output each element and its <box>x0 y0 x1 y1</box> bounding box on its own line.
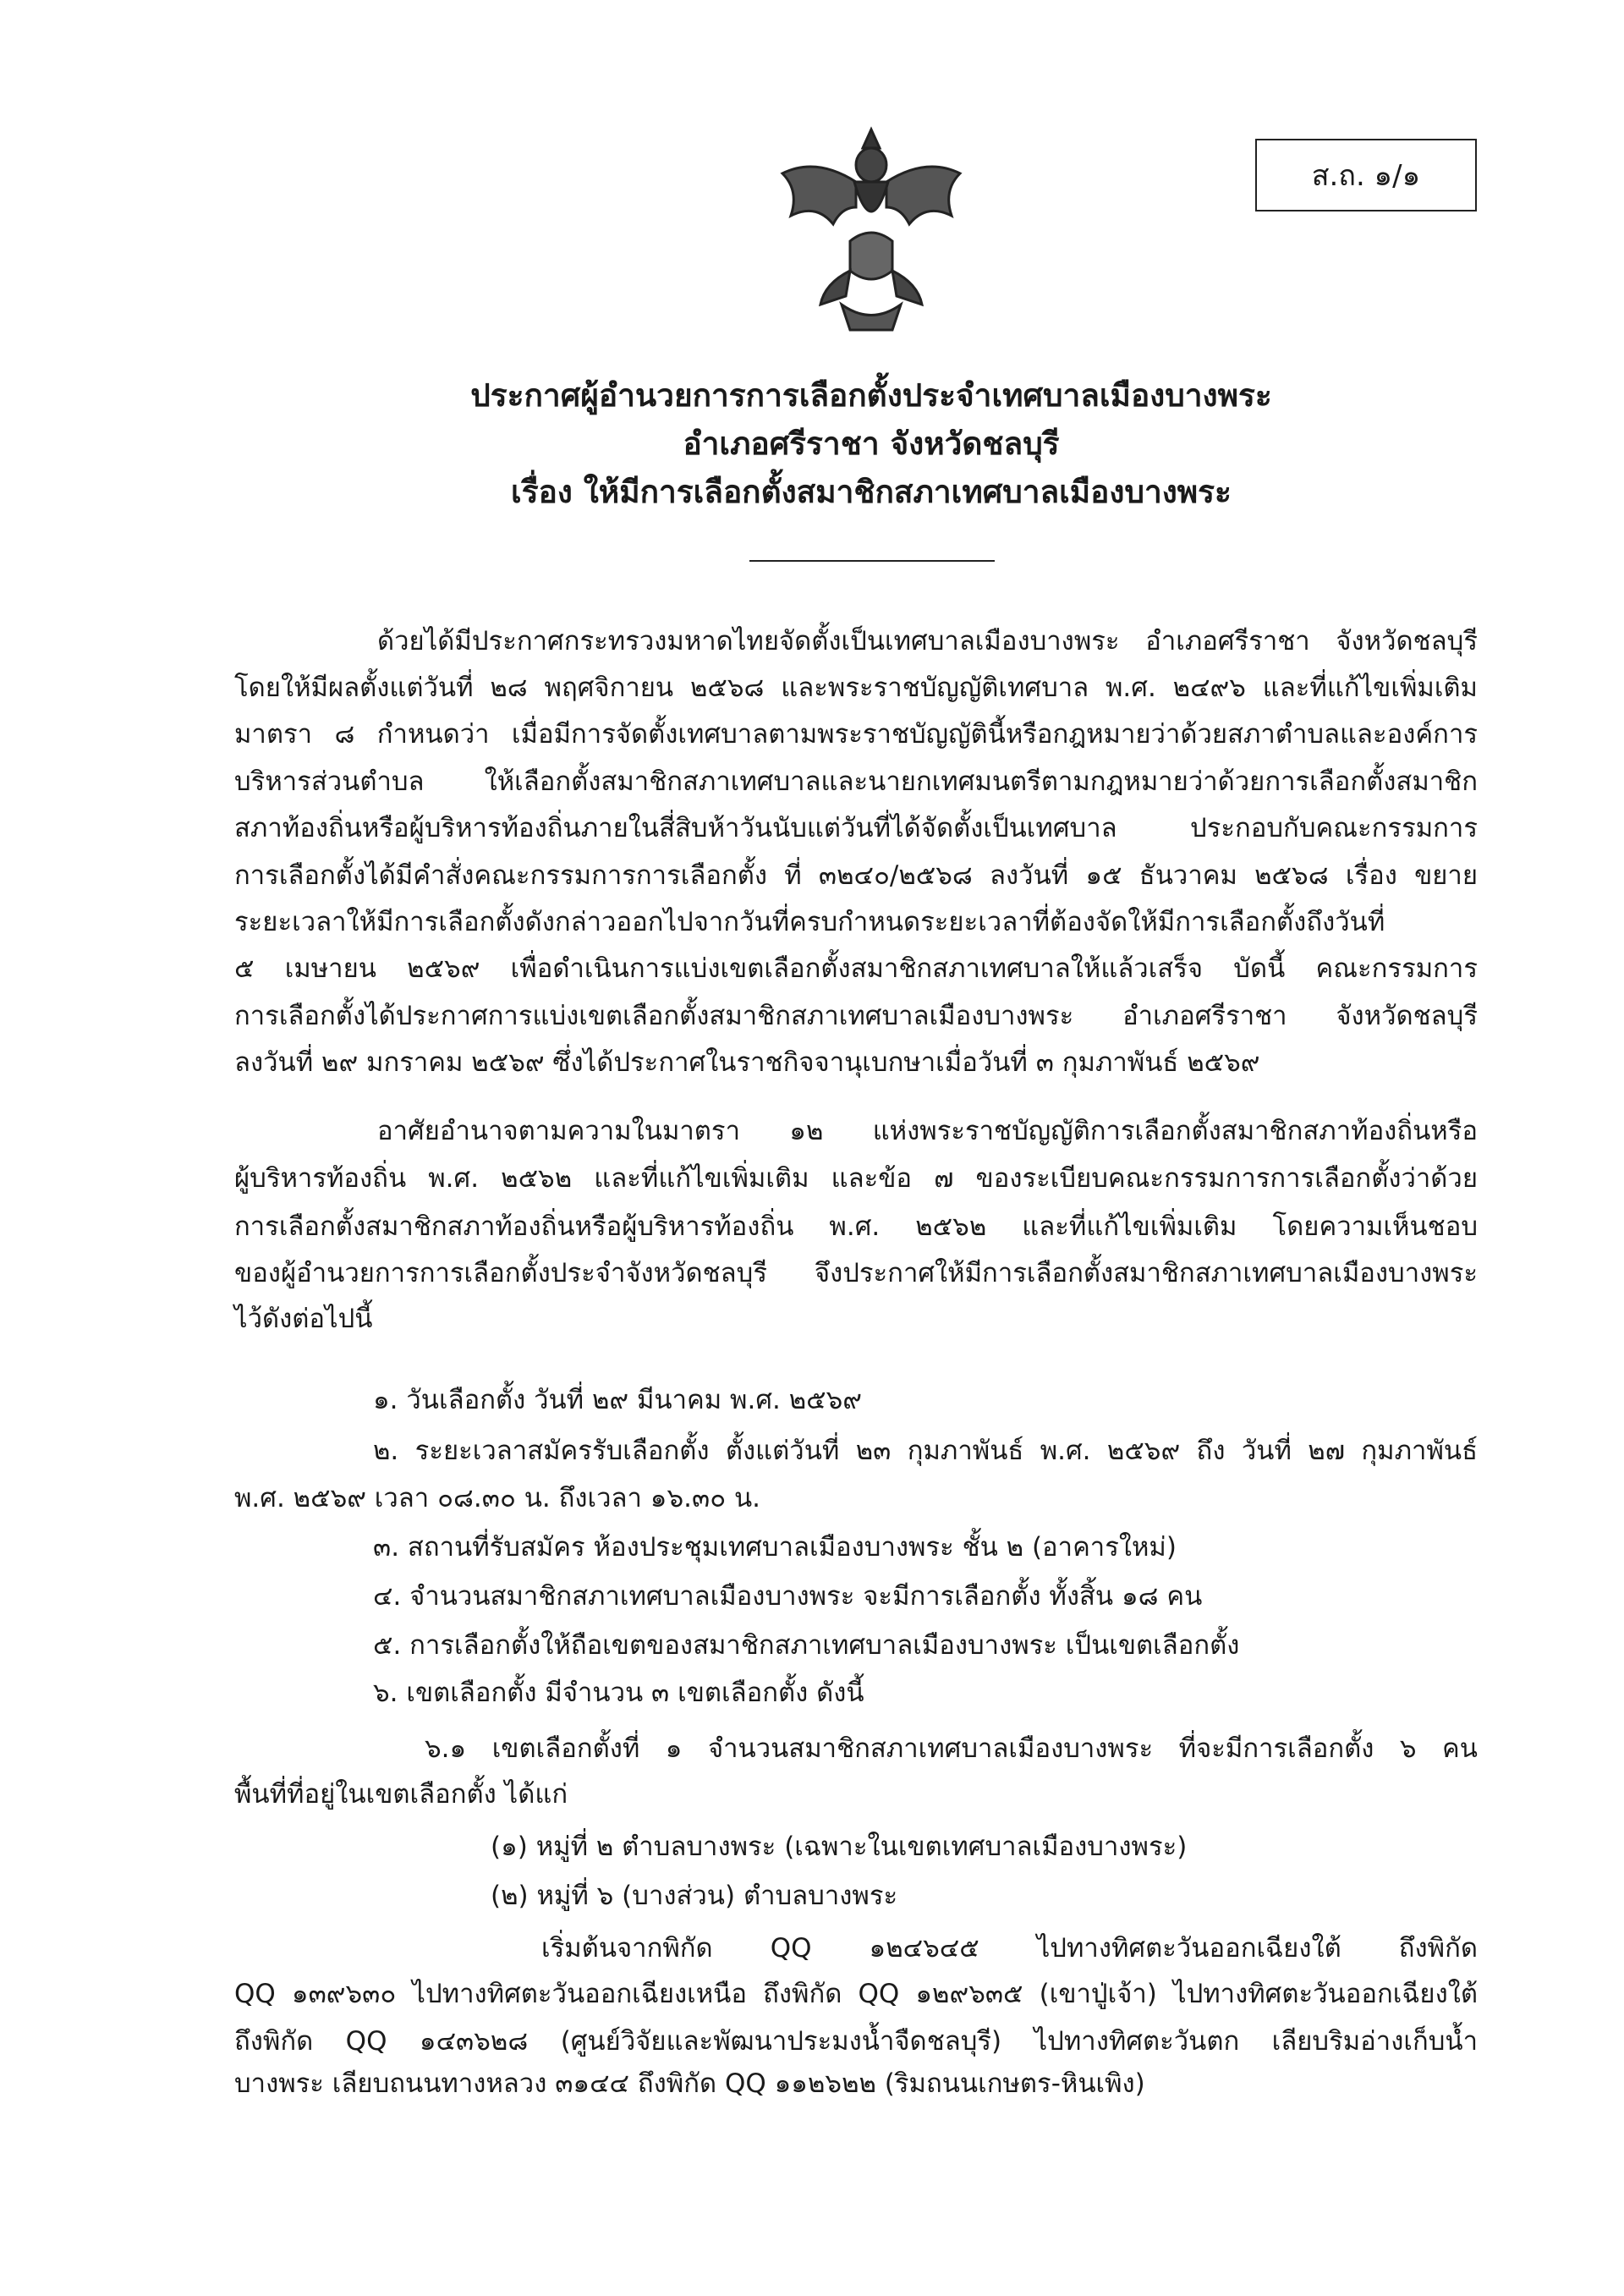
title-line-2: อำเภอศรีราชา จังหวัดชลบุรี <box>683 426 1060 462</box>
form-code: ส.ถ. ๑/๑ <box>1311 159 1421 193</box>
text-line-paragraph1-6: ระยะเวลาให้มีการเลือกตั้งดังกล่าวออกไปจากวันที่ครบกำหนดระยะเวลาที่ต้องจัดให้มีการเลือกตั้งถึงวันที่ <box>234 907 1385 937</box>
text-line-paragraph1-7: ๕ เมษายน ๒๕๖๙ เพื่อดำเนินการแบ่งเขตเลือกตั้งสมาชิกสภาเทศบาลให้แล้วเสร็จ บัดนี้ คณะกรรมการ <box>234 953 1478 984</box>
text-line-district1-heading-1: พื้นที่ที่อยู่ในเขตเลือกตั้ง ได้แก่ <box>234 1779 568 1810</box>
text-line-district1-boundary-3: บางพระ เลียบถนนทางหลวง ๓๑๔๔ ถึงพิกัด QQ ๑๑๒๖๒๒ (ริมถนนเกษตร-หินเพิง) <box>234 2068 1145 2099</box>
title-line-3: เรื่อง ให้มีการเลือกตั้งสมาชิกสภาเทศบาลเมืองบางพระ <box>511 474 1232 510</box>
text-line-district1-boundary-2: ถึงพิกัด QQ ๑๔๓๖๒๘ (ศูนย์วิจัยและพัฒนาประมงน้ำจืดชลบุรี) ไปทางทิศตะวันตก เลียบริมอ่างเก็บน้ำ <box>234 2026 1478 2057</box>
text-line-items-5: ๕. การเลือกตั้งให้ถือเขตของสมาชิกสภาเทศบาลเมืองบางพระ เป็นเขตเลือกตั้ง <box>373 1630 1240 1661</box>
text-line-paragraph1-8: การเลือกตั้งได้ประกาศการแบ่งเขตเลือกตั้งสมาชิกสภาเทศบาลเมืองบางพระ อำเภอศรีราชา จังหวัดชลบุรี <box>234 1001 1478 1031</box>
text-line-items-6: ๖. เขตเลือกตั้ง มีจำนวน ๓ เขตเลือกตั้ง ดังนี้ <box>373 1678 864 1708</box>
text-line-items-1: ๒. ระยะเวลาสมัครรับเลือกตั้ง ตั้งแต่วันที่ ๒๓ กุมภาพันธ์ พ.ศ. ๒๕๖๙ ถึง วันที่ ๒๗ กุมภาพันธ์ <box>373 1436 1478 1466</box>
text-line-district1-areas-0: (๑) หมู่ที่ ๒ ตำบลบางพระ (เฉพาะในเขตเทศบาลเมืองบางพระ) <box>491 1832 1188 1862</box>
text-line-paragraph1-9: ลงวันที่ ๒๙ มกราคม ๒๕๖๙ ซึ่งได้ประกาศในราชกิจจานุเบกษาเมื่อวันที่ ๓ กุมภาพันธ์ ๒๕๖๙ <box>234 1047 1260 1078</box>
title-divider <box>749 560 995 562</box>
text-line-paragraph1-3: บริหารส่วนตำบล ให้เลือกตั้งสมาชิกสภาเทศบาลและนายกเทศมนตรีตามกฎหมายว่าด้วยการเลือกตั้งสมาชิก <box>234 766 1478 797</box>
text-line-paragraph2-2: การเลือกตั้งสมาชิกสภาท้องถิ่นหรือผู้บริหารท้องถิ่น พ.ศ. ๒๕๖๒ และที่แก้ไขเพิ่มเติม โดยความเห็นชอบ <box>234 1211 1478 1242</box>
text-line-paragraph2-3: ของผู้อำนวยการการเลือกตั้งประจำจังหวัดชลบุรี จึงประกาศให้มีการเลือกตั้งสมาชิกสภาเทศบาลเมืองบางพระ <box>234 1258 1478 1288</box>
text-line-paragraph1-4: สภาท้องถิ่นหรือผู้บริหารท้องถิ่นภายในสี่สิบห้าวันนับแต่วันที่ได้จัดตั้งเป็นเทศบาล ประกอบกับคณะกรรมการ <box>234 813 1478 843</box>
text-line-paragraph2-4: ไว้ดังต่อไปนี้ <box>234 1304 373 1334</box>
text-line-items-0: ๑. วันเลือกตั้ง วันที่ ๒๙ มีนาคม พ.ศ. ๒๕๖๙ <box>373 1385 862 1415</box>
title-line-1: ประกาศผู้อำนวยการการเลือกตั้งประจำเทศบาลเมืองบางพระ <box>470 377 1272 414</box>
text-line-paragraph2-0: อาศัยอำนาจตามความในมาตรา ๑๒ แห่งพระราชบัญญัติการเลือกตั้งสมาชิกสภาท้องถิ่นหรือ <box>377 1116 1478 1146</box>
text-line-district1-boundary-0: เริ่มต้นจากพิกัด QQ ๑๒๔๖๔๕ ไปทางทิศตะวันออกเฉียงใต้ ถึงพิกัด <box>541 1933 1478 1964</box>
text-line-district1-boundary-1: QQ ๑๓๙๖๓๐ ไปทางทิศตะวันออกเฉียงเหนือ ถึงพิกัด QQ ๑๒๙๖๓๕ (เขาปู่เจ้า) ไปทางทิศตะวันออกเฉียงใต้ <box>234 1979 1478 2009</box>
text-line-district1-heading-0: ๖.๑ เขตเลือกตั้งที่ ๑ จำนวนสมาชิกสภาเทศบาลเมืองบางพระ ที่จะมีการเลือกตั้ง ๖ คน <box>425 1733 1478 1764</box>
text-line-items-4: ๔. จำนวนสมาชิกสภาเทศบาลเมืองบางพระ จะมีการเลือกตั้ง ทั้งสิ้น ๑๘ คน <box>373 1581 1203 1612</box>
text-line-paragraph2-1: ผู้บริหารท้องถิ่น พ.ศ. ๒๕๖๒ และที่แก้ไขเพิ่มเติม และข้อ ๗ ของระเบียบคณะกรรมการการเลือกตั้งว่าด้วย <box>234 1163 1478 1194</box>
text-line-items-2: พ.ศ. ๒๕๖๙ เวลา ๐๘.๓๐ น. ถึงเวลา ๑๖.๓๐ น. <box>234 1483 761 1513</box>
text-line-district1-areas-1: (๒) หมู่ที่ ๖ (บางส่วน) ตำบลบางพระ <box>491 1881 898 1911</box>
text-line-paragraph1-5: การเลือกตั้งได้มีคำสั่งคณะกรรมการการเลือกตั้ง ที่ ๓๒๔๐/๒๕๖๘ ลงวันที่ ๑๕ ธันวาคม ๒๕๖๘ เรื่อง ขยาย <box>234 860 1478 891</box>
garuda-emblem-icon <box>765 123 977 338</box>
form-code-badge <box>1255 139 1477 211</box>
text-line-items-3: ๓. สถานที่รับสมัคร ห้องประชุมเทศบาลเมืองบางพระ ชั้น ๒ (อาคารใหม่) <box>373 1532 1177 1563</box>
text-line-paragraph1-2: มาตรา ๘ กำหนดว่า เมื่อมีการจัดตั้งเทศบาลตามพระราชบัญญัตินี้หรือกฎหมายว่าด้วยสภาตำบลและองค์การ <box>234 719 1478 750</box>
text-line-paragraph1-0: ด้วยได้มีประกาศกระทรวงมหาดไทยจัดตั้งเป็นเทศบาลเมืองบางพระ อำเภอศรีราชา จังหวัดชลบุรี <box>377 626 1478 656</box>
text-line-paragraph1-1: โดยให้มีผลตั้งแต่วันที่ ๒๘ พฤศจิกายน ๒๕๖๘ และพระราชบัญญัติเทศบาล พ.ศ. ๒๔๙๖ และที่แก้ไขเพิ่มเติม <box>234 673 1478 703</box>
